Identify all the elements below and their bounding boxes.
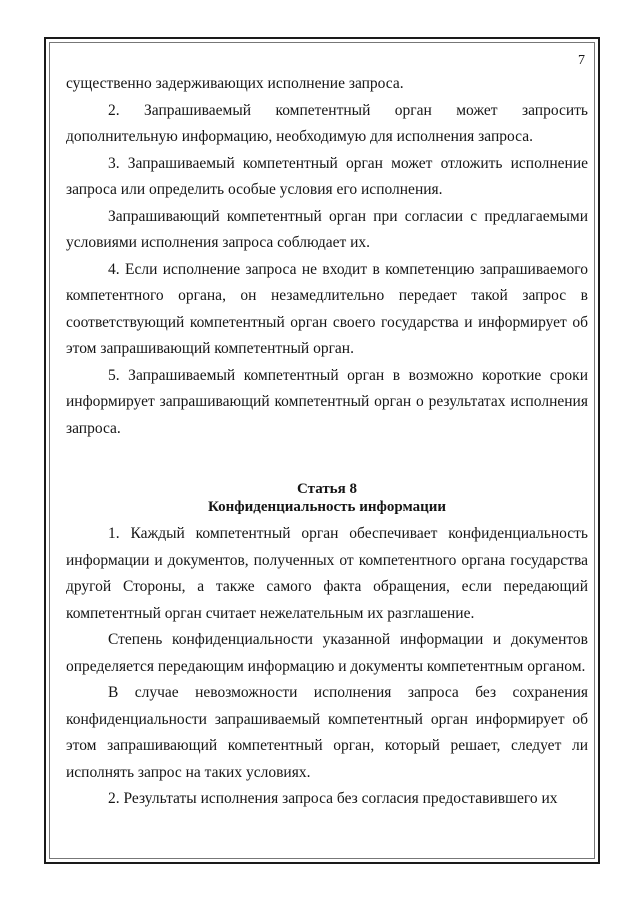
paragraph-item-4: 4. Если исполнение запроса не входит в компетенцию запрашиваемого компетентного органа, он незамедлительно передает такой запрос в соответствующий компетентный орган своего государства и информирует об этом запрашивающий компетентный орган.: [66, 260, 588, 357]
paragraph-continuation: существенно задерживающих исполнение запроса.: [66, 75, 404, 92]
article-number: Статья 8: [297, 481, 357, 497]
paragraph-item-2: 2. Запрашиваемый компетентный орган может запросить дополнительную информацию, необходимую для исполнения запроса.: [66, 101, 588, 145]
paragraph-conditions: Запрашивающий компетентный орган при согласии с предлагаемыми условиями исполнения запроса соблюдает их.: [66, 207, 588, 251]
paragraph-confidentiality-2: 2. Результаты исполнения запроса без согласия предоставившего их: [108, 790, 558, 807]
document-body: [66, 71, 588, 813]
page-number: 7: [578, 53, 585, 68]
paragraph-confidentiality-degree: Степень конфиденциальности указанной информации и документов определяется передающим информацию и документы компетентным органом.: [66, 631, 588, 675]
paragraph-confidentiality-impossibility: В случае невозможности исполнения запроса без сохранения конфиденциальности запрашиваемый компетентный орган информирует об этом запрашивающий компетентный орган, который решает, следует ли исполнять запрос на таких условиях.: [66, 684, 588, 781]
article-title: Конфиденциальность информации: [207, 499, 447, 515]
paragraph-item-5: 5. Запрашиваемый компетентный орган в возможно короткие сроки информирует запрашивающий компетентный орган о результатах исполнения запроса.: [66, 366, 588, 437]
article-heading: [66, 480, 588, 516]
paragraph-confidentiality-1: 1. Каждый компетентный орган обеспечивает конфиденциальность информации и документов, полученных от компетентного органа государства другой Стороны, а также самого факта обращения, если передающий компетентный орган считает нежелательным их разглашение.: [66, 525, 588, 622]
paragraph-item-3: 3. Запрашиваемый компетентный орган может отложить исполнение запроса или определить особые условия его исполнения.: [66, 154, 588, 198]
